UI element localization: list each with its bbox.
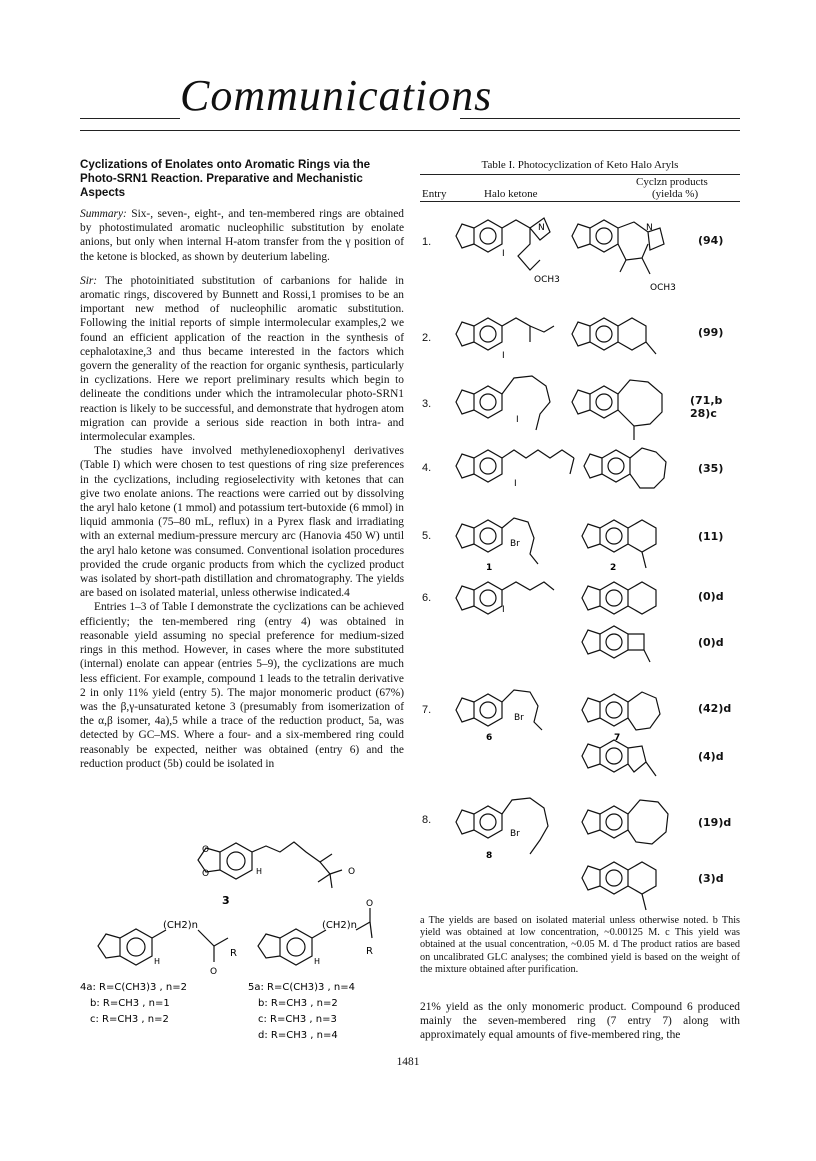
compound-7-label: 7 (614, 733, 621, 743)
entry-5-halo-structure (456, 518, 538, 564)
r-label-4: R (230, 948, 237, 959)
yield-7b: (4)d (698, 750, 724, 763)
entry-8b-product-structure (582, 862, 656, 910)
entry-2-product-structure (572, 318, 656, 354)
header-rule-right (460, 118, 740, 119)
col-entry: Entry (422, 188, 447, 201)
entry-7: 7. (422, 704, 432, 716)
o-label: O (366, 899, 374, 909)
compound-1-label: 1 (486, 563, 493, 573)
h-label: H (314, 957, 321, 966)
table-footnotes: a The yields are based on isolated material unless otherwise noted. b This yield was obtained at low concentration, ~0.00125 M. c This yield was obtained at the usual concentration, ~0.05 M. d The product ratios are based on uncalibrated GLC analyses; the combined yield is based on the weight of the mixture obtained after purification. (420, 915, 740, 975)
table-caption: Table I. Photocyclization of Keto Halo Aryls (481, 159, 679, 171)
list-5d: d: R=CH3 , n=4 (258, 1030, 338, 1041)
header-rule-full (80, 130, 740, 131)
o-label: O (202, 869, 210, 879)
h-label: H (256, 867, 263, 876)
paragraph-3: Entries 1–3 of Table I demonstrate the cyclizations can be achieved efficiently; the ten-membered ring (entry 4) was obtained in reasonable yield assuming no special preference for medium-sized rings in this method. However, in cases where the more substituted (internal) enolate can appear (entries 5–9), the cyclizations are much less efficient. For example, compound 1 leads to the tetralin derivative 2 in only 11% yield (entry 5). The major monomeric product (67%) was the β,γ-unsaturated ketone 3 (presumably from isomerization of the α,β isomer, 4a),5 while a trace of the reduction product, 5a, was detected by GC–MS. Where a four- and a six-membered ring could reasonably be expected, neither was obtained (entry 6) and the reduction product (5b) could be isolated in (80, 601, 404, 770)
entry-7-halo-structure (456, 690, 542, 730)
col-products: Cyclzn products (636, 176, 708, 189)
n-label: N (538, 223, 545, 233)
o-label: O (210, 967, 218, 977)
table-structures (450, 200, 690, 920)
yield-8b: (3)d (698, 872, 724, 885)
sir-label: Sir: (80, 274, 98, 287)
entry-3: 3. (422, 398, 432, 410)
entry-8-halo-structure (456, 798, 548, 854)
entry-7b-product-structure (582, 740, 656, 776)
yield-7a: (42)d (698, 702, 732, 715)
table-rows (420, 200, 740, 920)
entry-1: 1. (422, 236, 432, 248)
yield-3: (71,b 28)c (690, 394, 723, 420)
entry-6b-product-structure (582, 626, 650, 662)
list-4c: c: R=CH3 , n=2 (90, 1014, 169, 1025)
yield-4: (35) (698, 462, 724, 475)
list-5a: 5a: R=C(CH3)3 , n=4 (248, 982, 355, 993)
compound-2-label: 2 (610, 563, 617, 573)
entry-6a-product-structure (582, 582, 656, 614)
page-number: 1481 (396, 1056, 420, 1068)
list-5b: b: R=CH3 , n=2 (258, 998, 338, 1009)
compound-3-structure (198, 842, 342, 888)
summary-label: Summary: (80, 208, 127, 220)
h-label: H (154, 957, 161, 966)
och3-label: OCH3 (534, 275, 560, 285)
br-label: Br (514, 713, 524, 723)
yield-5: (11) (698, 530, 724, 543)
r-label-5: R (366, 946, 373, 957)
i-label: I (502, 249, 505, 259)
br-label: Br (510, 539, 520, 549)
right-column-text: 21% yield as the only monomeric product. Compound 6 produced mainly the seven-membered ring (7 entry 7) along with approximately equal amounts of five-membered ring, the (420, 1001, 740, 1042)
journal-header (80, 70, 740, 130)
entry-5-product-structure (582, 520, 656, 568)
entry-5: 5. (422, 530, 432, 542)
compound-8-label: 8 (486, 851, 493, 861)
br-label: Br (510, 829, 520, 839)
entry-6-halo-structure (456, 582, 554, 614)
header-rule-left (80, 118, 180, 119)
entry-2-halo-structure (456, 318, 554, 350)
n-label: N (646, 223, 653, 233)
col-yield: (yielda %) (652, 188, 699, 201)
entry-3-halo-structure (456, 376, 550, 430)
article-title: Cyclizations of Enolates onto Aromatic Rings via the Photo-SRN1 Reaction. Preparative and Mechanistic Aspects (80, 158, 371, 199)
yield-8a: (19)d (698, 816, 732, 829)
o-label: O (202, 845, 210, 855)
ch2n-label-4: (CH2)n (163, 920, 199, 931)
entry-3-product-structure (572, 380, 662, 440)
entry-4: 4. (422, 462, 432, 474)
list-4b: b: R=CH3 , n=1 (90, 998, 170, 1009)
yield-2: (99) (698, 326, 724, 339)
entry-1-halo-structure (456, 218, 550, 270)
o-label: O (348, 867, 356, 877)
entry-7a-product-structure (582, 692, 660, 730)
compound-6-label: 6 (486, 733, 493, 743)
entry-6: 6. (422, 592, 432, 604)
entry-4-halo-structure (456, 450, 574, 482)
yield-1: (94) (698, 234, 724, 247)
entry-8a-product-structure (582, 800, 668, 844)
compound-3-number: 3 (222, 894, 230, 907)
yield-6a: (0)d (698, 590, 724, 603)
paragraph-1-text: The photoinitiated substitution of carbanions for halide in aromatic rings, discovered by Bunnett and Rossi,1 promises to be an important new method of nucleophilic aromatic substitution. Following the initial reports of simple intermolecular examples,2 we found an efficient application of the reaction in the synthesis of cephalotaxine,3 and thus became interested in the factors which govern the generality of the reaction for organic synthesis, particularly in cyclizations. Here we report preliminary results which begin to delineate the conditions under which the intramolecular photo-SRN1 reaction is likely to be successful, and demonstrate that hydrogen atom migration can provide a serious side reaction in both intra- and intermolecular examples. (80, 274, 404, 444)
paragraph-1 (80, 274, 404, 444)
paragraph-2: The studies have involved methylenedioxophenyl derivatives (Table I) which were chosen to test questions of ring size preferences in the cyclizations, including regioselectivity with ketones that can give two enolate anions. The reactions were carried out by dissolving the aryl halo ketone (1 mmol) and potassium tert-butoxide (6 mmol) in liquid ammonia (75–80 mL, reflux) in a Pyrex flask and irradiating with an external medium-pressure mercury arc (Hanovia 450 W) until the aryl halo ketone was consumed. Conventional isolation procedures provided the crude organic products from which the cyclized product was isolated by short-path distillation and chromatography. The yields are based on isolated material, unless otherwise indicated.4 (80, 445, 404, 600)
i-label: I (516, 415, 519, 425)
section-title: Communications (180, 71, 493, 120)
entry-8: 8. (422, 814, 432, 826)
scheme-structures (80, 838, 410, 1048)
left-column (80, 158, 404, 771)
ch2n-label-5: (CH2)n (322, 920, 358, 931)
entry-4-product-structure (584, 448, 666, 488)
table-1 (420, 158, 740, 202)
compound-4-structure (98, 929, 228, 965)
i-label: I (514, 479, 517, 489)
list-4a: 4a: R=C(CH3)3 , n=2 (80, 982, 187, 993)
i-label: I (502, 605, 505, 615)
yield-6b: (0)d (698, 636, 724, 649)
col-halo-ketone: Halo ketone (484, 188, 538, 201)
list-5c: c: R=CH3 , n=3 (258, 1014, 337, 1025)
summary-paragraph (80, 207, 404, 264)
och3-label: OCH3 (650, 283, 676, 293)
entry-2: 2. (422, 332, 432, 344)
i-label: I (502, 351, 505, 361)
table-header (420, 174, 740, 202)
summary-text: Six-, seven-, eight-, and ten-membered rings are obtained by photostimulated aromatic nucleophilic substitution by enolate anions, but only when internal H-atom transfer from the γ position of the ketone is blocked, as shown by deuterium labeling. (80, 208, 404, 263)
